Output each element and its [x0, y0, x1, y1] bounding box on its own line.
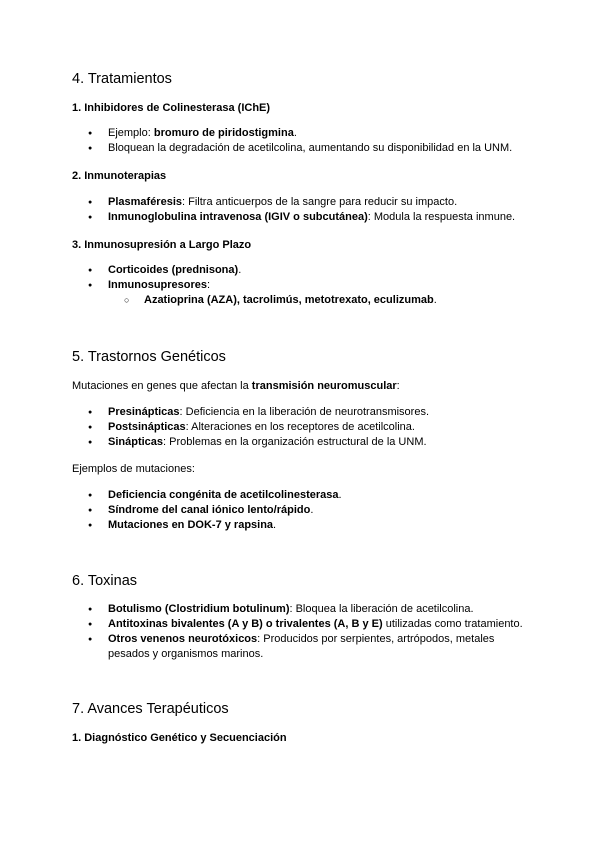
list-inmunosupresion: [72, 263, 542, 293]
list-item: ● Inmunosupresores:: [72, 278, 542, 293]
subheading-inmunosupresion: 3. Inmunosupresión a Largo Plazo: [72, 239, 252, 251]
subheading-inhibidores: 1. Inhibidores de Colinesterasa (IChE): [72, 102, 271, 114]
list-item: ● Mutaciones en DOK-7 y rapsina.: [72, 518, 542, 533]
list-item: ● Plasmaféresis: Filtra anticuerpos de la sangre para reducir su impacto.: [72, 195, 542, 210]
list-item: ● Otros venenos neurotóxicos: Producidos por serpientes, artrópodos, metales pesados y organismos marinos.: [72, 632, 502, 662]
paragraph-ejemplos: Ejemplos de mutaciones:: [72, 463, 195, 475]
list-item: ● Antitoxinas bivalentes (A y B) o trivalentes (A, B y E) utilizadas como tratamiento.: [72, 617, 542, 632]
list-tipos-trastornos: [72, 405, 542, 450]
list-item: ● Inmunoglobulina intravenosa (IGIV o subcutánea): Modula la respuesta inmune.: [72, 210, 542, 225]
nested-list-item: ○ Azatioprina (AZA), tacrolimús, metotrexato, eculizumab.: [72, 293, 542, 308]
list-item: ● Deficiencia congénita de acetilcolinesterasa.: [72, 488, 542, 503]
list-item: ● Ejemplo: bromuro de piridostigmina.: [72, 126, 542, 141]
paragraph-mutaciones: Mutaciones en genes que afectan la transmisión neuromuscular:: [72, 380, 400, 392]
section-heading-trastornos-geneticos: 5. Trastornos Genéticos: [72, 349, 226, 365]
section-heading-toxinas: 6. Toxinas: [72, 573, 138, 589]
subheading-diagnostico-genetico: 1. Diagnóstico Genético y Secuenciación: [72, 732, 287, 744]
list-ejemplos-mutaciones: [72, 488, 542, 533]
list-inhibidores: [72, 126, 542, 156]
list-item: ● Presinápticas: Deficiencia en la liberación de neurotransmisores.: [72, 405, 542, 420]
list-item: ● Botulismo (Clostridium botulinum): Bloquea la liberación de acetilcolina.: [72, 602, 542, 617]
list-item: ● Bloquean la degradación de acetilcolina, aumentando su disponibilidad en la UNM.: [72, 141, 542, 156]
list-inmunoterapias: [72, 195, 542, 225]
list-item: ● Corticoides (prednisona).: [72, 263, 542, 278]
list-item: ● Síndrome del canal iónico lento/rápido.: [72, 503, 542, 518]
section-heading-tratamientos: 4. Tratamientos: [72, 71, 172, 87]
subheading-inmunoterapias: 2. Inmunoterapias: [72, 170, 167, 182]
list-toxinas: [72, 602, 542, 662]
section-heading-avances-terapeuticos: 7. Avances Terapéuticos: [72, 701, 229, 717]
nested-list-inmunosupresores: [72, 293, 542, 308]
list-item: ● Sinápticas: Problemas en la organización estructural de la UNM.: [72, 435, 542, 450]
list-item: ● Postsinápticas: Alteraciones en los receptores de acetilcolina.: [72, 420, 542, 435]
